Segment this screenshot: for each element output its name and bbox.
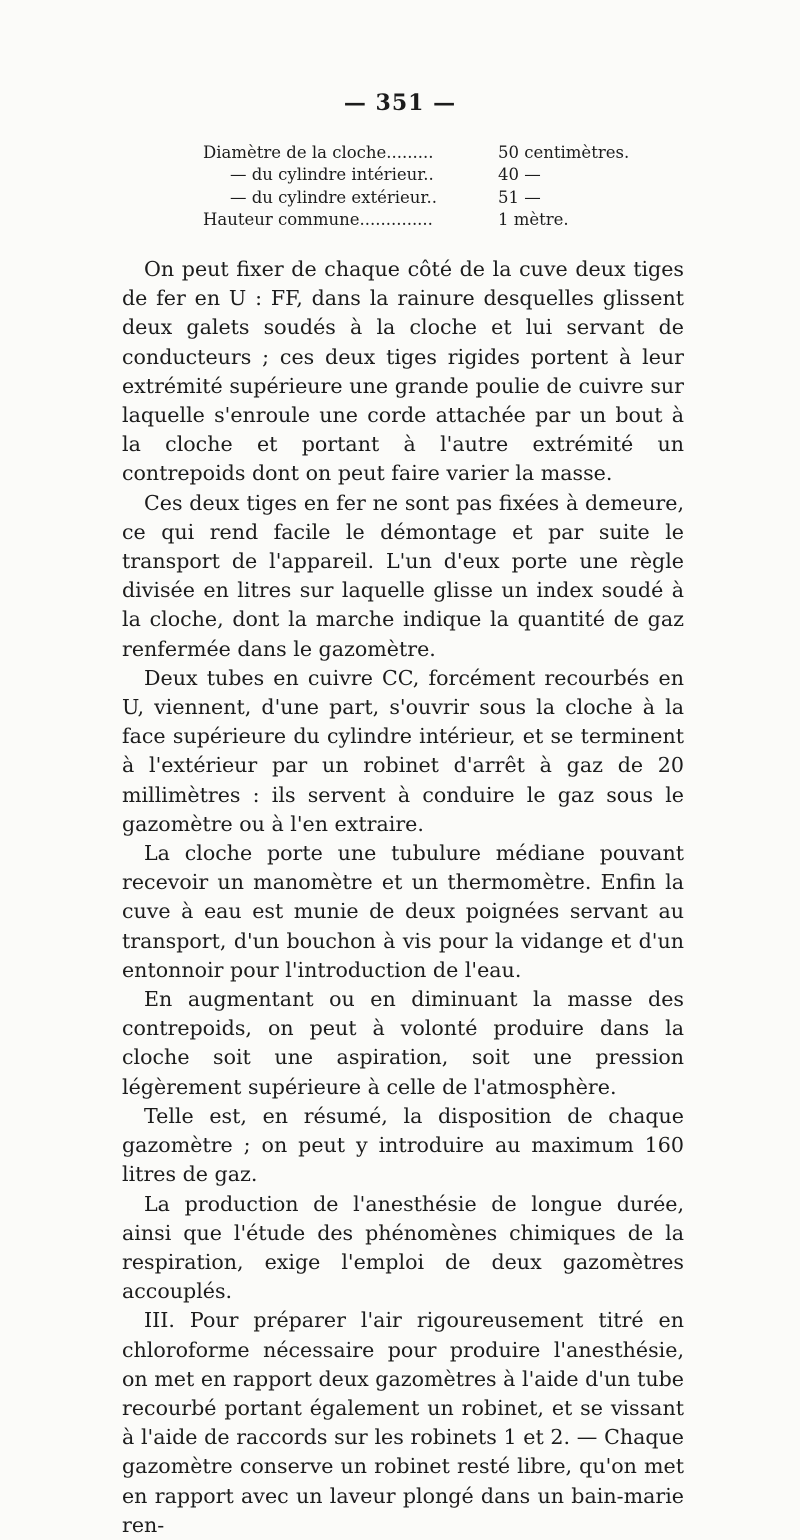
paragraph-section-iii: III. Pour préparer l'air rigoureusement titré en chloroforme nécessaire pour produire l'anesthésie, on met en rapport deux gazomètres à l'aide d'un tube recourbé portant également un robinet, et se vissant à l'aide de raccords sur les robinets 1 et 2. — Chaque gazomètre conserve un robinet resté libre, qu'on met en rapport avec un laveur plongé dans un bain-marie ren-: [122, 1308, 684, 1537]
spec-value: 50 centimètres.: [498, 143, 630, 162]
spec-label: Diamètre de la cloche.........: [203, 143, 434, 162]
spec-value: 1 mètre.: [498, 209, 569, 229]
body-text: [122, 255, 684, 1540]
spec-row-common-height: [203, 209, 623, 231]
page-number: — 351 —: [343, 90, 457, 116]
dimensions-table: [203, 142, 630, 231]
spec-row-outer-cylinder: [203, 187, 623, 209]
paragraph-coupled-gasometers: La production de l'anesthésie de longue durée, ainsi que l'étude des phénomènes chimiques de la respiration, exige l'emploi de deux gazomètres accouplés.: [122, 1191, 684, 1304]
paragraph-counterweights: En augmentant ou en diminuant la masse des contrepoids, on peut à volonté produire dans la cloche soit une aspiration, soit une pression légèrement supérieure à celle de l'atmosphère.: [122, 987, 684, 1099]
spec-value: 40 —: [498, 165, 541, 185]
spec-value: 51 —: [498, 187, 541, 207]
spec-row-inner-cylinder: [203, 164, 623, 186]
paragraph-fixing-rods: On peut fixer de chaque côté de la cuve deux tiges de fer en U : FF, dans la rainure desquelles glissent deux galets soudés à la cloche et lui servant de conducteurs ; ces deux tiges rigides portent à leur extrémité supérieure une grande poulie de cuivre sur laquelle s'enroule une corde attachée par un bout à la cloche et portant à l'autre extrémité un contrepoids dont on peut faire varier la masse.: [122, 257, 684, 486]
spec-label: Hauteur commune..............: [203, 209, 433, 229]
paragraph-bell-tubulure: La cloche porte une tubulure médiane pouvant recevoir un manomètre et un thermomètre. Enfin la cuve à eau est munie de deux poignées servant au transport, d'un bouchon à vis pour la vidange et d'un entonnoir pour l'introduction de l'eau.: [122, 841, 684, 982]
paragraph-summary: Telle est, en résumé, la disposition de chaque gazomètre ; on peut y introduire au maximum 160 litres de gaz.: [122, 1103, 684, 1187]
spec-label: — du cylindre intérieur..: [230, 165, 434, 185]
paragraph-removable-rods: Ces deux tiges en fer ne sont pas fixées à demeure, ce qui rend facile le démontage et par suite le transport de l'appareil. L'un d'eux porte une règle divisée en litres sur laquelle glisse un index soudé à la cloche, dont la marche indique la quantité de gaz renfermée dans le gazomètre.: [122, 490, 684, 661]
spec-row-bell-diameter: [203, 142, 630, 164]
spec-label: — du cylindre extérieur..: [230, 187, 437, 207]
paragraph-copper-tubes: Deux tubes en cuivre CC, forcément recourbés en U, viennent, d'une part, s'ouvrir sous la cloche à la face supérieure du cylindre intérieur, et se terminent à l'extérieur par un robinet d'arrêt à gaz de 20 millimètres : ils servent à conduire le gaz sous le gazomètre ou à l'en extraire.: [122, 665, 684, 836]
